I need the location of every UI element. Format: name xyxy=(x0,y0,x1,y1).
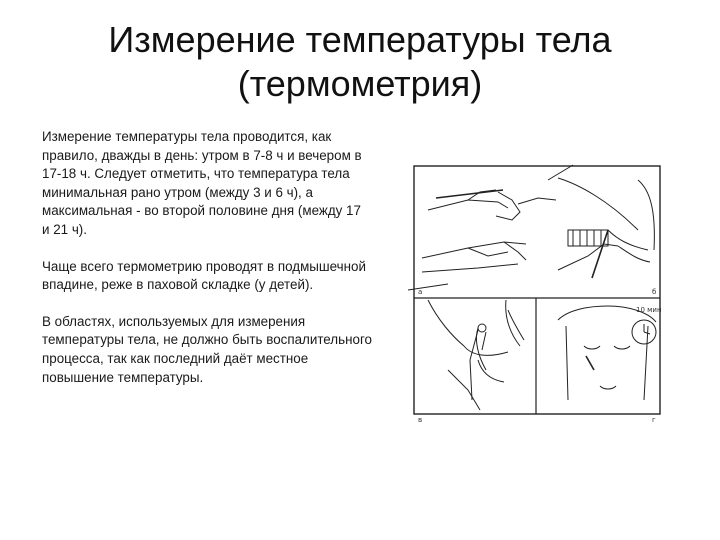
paragraph-2: Чаще всего термометрию проводят в подмышечной впадине, реже в паховой складке (у детей). xyxy=(42,258,366,293)
label-a: а xyxy=(418,288,423,296)
thermometry-illustration-svg xyxy=(408,160,666,424)
paragraph-3: В областях, используемых для измерения температуры тела, не должно быть воспалительного процесса, так как последний даёт местное повышение температуры. xyxy=(42,313,372,385)
thermometry-illustration xyxy=(408,160,666,424)
figure-frame xyxy=(414,166,660,414)
label-b: б xyxy=(652,288,657,296)
clock-duration-label: 10 мин xyxy=(636,306,662,314)
slide-body xyxy=(42,128,372,405)
paragraph-1: Измерение температуры тела проводится, как правило, дважды в день: утром в 7-8 ч и вечером в 17-18 ч. Следует отметить, что температура тела минимальная рано утром (между 3 и 6 ч), а максимальная - во второй половине дня (между 17 и 21 ч). xyxy=(42,129,362,237)
label-g: г xyxy=(652,416,656,424)
title-line-1: Измерение температуры тела xyxy=(108,19,612,60)
label-v: в xyxy=(418,416,423,424)
slide-title xyxy=(60,18,660,106)
title-line-2: (термометрия) xyxy=(237,63,483,104)
